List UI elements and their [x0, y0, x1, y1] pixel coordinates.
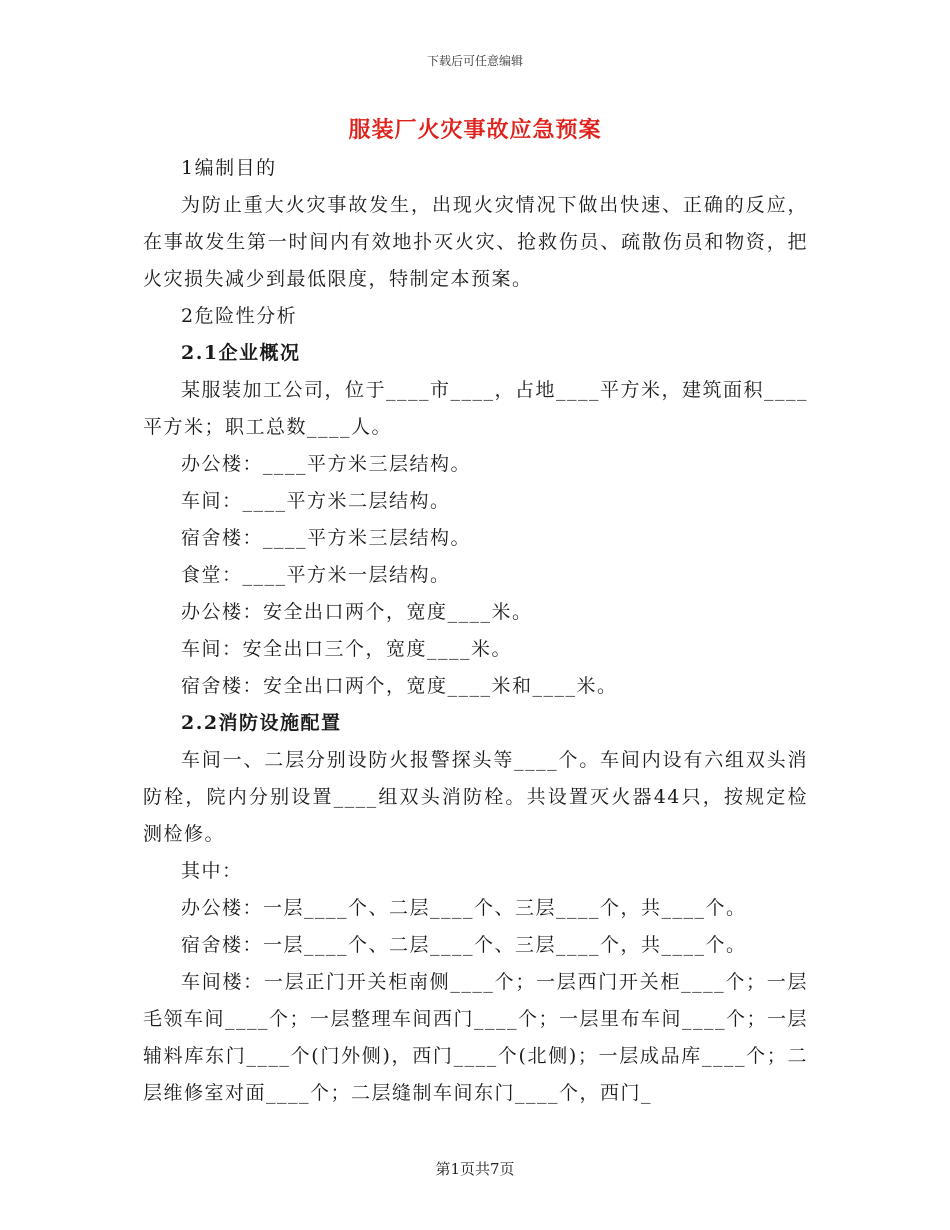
- document-body: [143, 150, 808, 1112]
- line-office-exits: 办公楼：安全出口两个，宽度____米。: [181, 601, 533, 623]
- section-heading-purpose: 1编制目的: [181, 157, 277, 179]
- line-office-building: 办公楼：____平方米三层结构。: [181, 453, 472, 475]
- line-dormitory-exits: 宿舍楼：安全出口两个，宽度____米和____米。: [181, 675, 618, 697]
- page-footer: 第1页共7页: [435, 1160, 515, 1178]
- section-heading-risk-analysis: 2危险性分析: [181, 305, 298, 327]
- line-canteen: 食堂：____平方米一层结构。: [181, 564, 451, 586]
- subsection-heading-fire-facilities: 2.2消防设施配置: [181, 712, 342, 734]
- line-dormitory-extinguishers: 宿舍楼：一层____个、二层____个、三层____个，共____个。: [181, 934, 747, 956]
- paragraph-purpose: 为防止重大火灾事故发生，出现火灾情况下做出快速、正确的反应，在事故发生第一时间内有效地扑灭火灾、抢救伤员、疏散伤员和物资，把火灾损失减少到最低限度，特制定本预案。: [143, 194, 808, 290]
- line-dormitory: 宿舍楼：____平方米三层结构。: [181, 527, 472, 549]
- subsection-heading-overview: 2.1企业概况: [181, 342, 301, 364]
- document-title: 服装厂火灾事故应急预案: [348, 117, 602, 143]
- page-header: 下载后可任意编辑: [426, 54, 523, 68]
- line-office-extinguishers: 办公楼：一层____个、二层____个、三层____个，共____个。: [181, 897, 747, 919]
- line-workshop-exits: 车间：安全出口三个，宽度____米。: [181, 638, 513, 660]
- paragraph-workshop-extinguishers: 车间楼：一层正门开关柜南侧____个；一层西门开关柜____个；一层毛领车间____个；一层整理车间西门____个；一层里布车间____个；一层辅料库东门____个(门外侧)，西门____个(北侧)；一层成品库____个；二层维修室对面____个；二层缝制车间东门____个，西门_: [143, 971, 809, 1104]
- paragraph-company-info: 某服装加工公司，位于____市____，占地____平方米，建筑面积____平方米；职工总数____人。: [143, 379, 809, 438]
- paragraph-fire-facilities: 车间一、二层分别设防火报警探头等____个。车间内设有六组双头消防栓，院内分别设置____组双头消防栓。共设置灭火器44只，按规定检测检修。: [143, 749, 808, 845]
- line-workshop: 车间：____平方米二层结构。: [181, 490, 451, 512]
- line-among-them: 其中：: [181, 860, 243, 882]
